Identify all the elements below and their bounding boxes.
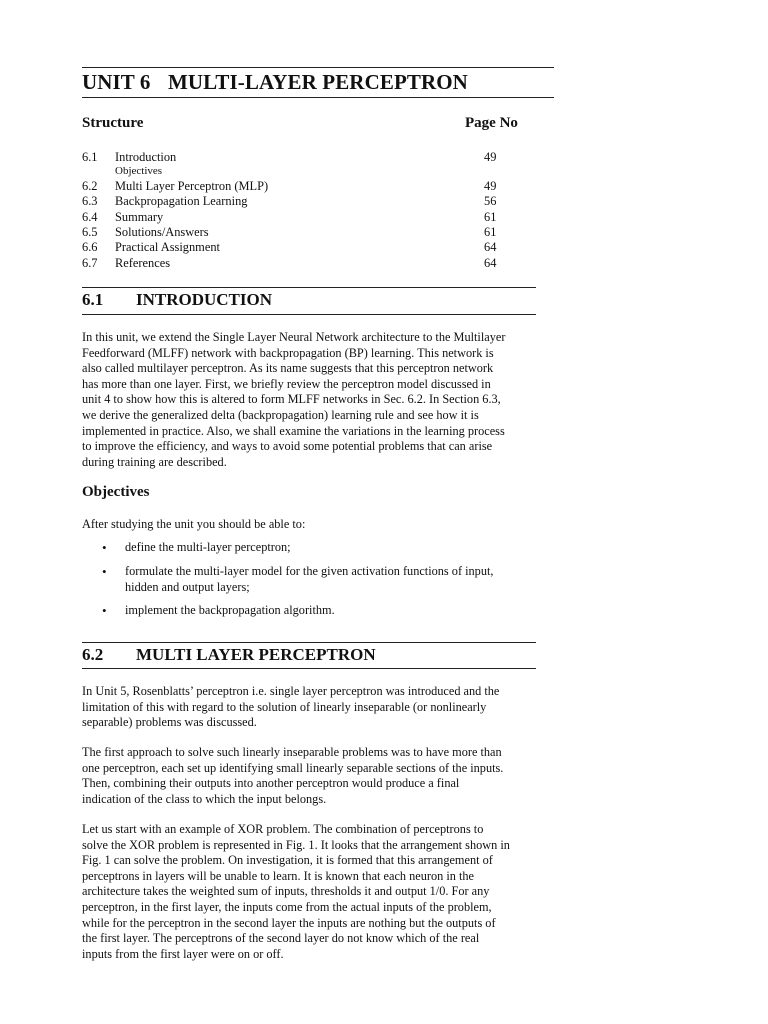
toc-title: Multi Layer Perceptron (MLP)	[115, 178, 269, 193]
title-underline	[82, 97, 554, 98]
table-of-contents	[82, 150, 522, 271]
text-line: The first approach to solve such linearly inseparable problems was to have more than	[82, 745, 502, 759]
section-underline	[82, 668, 536, 669]
toc-page: 64	[484, 240, 497, 255]
toc-row[interactable]	[82, 179, 522, 194]
toc-title: Practical Assignment	[115, 240, 220, 255]
text-line: the first layer. The perceptrons of the second layer do not know which of the real	[82, 931, 480, 946]
text-line: Feedforward (MLFF) network with backpropagation (BP) learning. This network is	[82, 345, 494, 360]
text-line: define the multi-layer perceptron;	[125, 540, 291, 554]
mlp-paragraph-2	[82, 745, 542, 807]
unit-number: UNIT 6	[82, 70, 151, 94]
toc-number: 6.1	[82, 150, 98, 164]
toc-page: 61	[484, 209, 497, 224]
section-title: INTRODUCTION	[136, 290, 273, 309]
text-line: during training are described.	[82, 454, 227, 469]
toc-row[interactable]	[82, 210, 522, 225]
toc-number: 6.5	[82, 225, 98, 240]
text-line: solve the XOR problem is represented in Fig. 1. It looks that the arrangement shown in	[82, 837, 510, 852]
structure-heading: Structure	[82, 115, 144, 131]
toc-page: 56	[484, 194, 497, 209]
bullet-icon: •	[102, 603, 107, 618]
text-line: unit 4 to show how this is altered to form MLFF networks in Sec. 6.2. In Section 6.3,	[82, 392, 501, 407]
text-line: perceptron, in the first layer, the inputs come from the actual inputs of the problem,	[82, 899, 492, 914]
text-line: implement the backpropagation algorithm.	[125, 603, 335, 617]
toc-row[interactable]	[82, 194, 522, 209]
text-line: Then, combining their outputs into another perceptron would produce a final	[82, 776, 460, 791]
toc-title: Objectives	[115, 165, 163, 178]
text-line: to improve the efficiency, and ways to avoid some potential problems that can arise	[82, 439, 493, 454]
toc-row[interactable]	[82, 240, 522, 255]
toc-number: 6.2	[82, 178, 98, 193]
section-rule	[82, 287, 536, 288]
text-line: limitation of this with regard to the solution of linearly inseparable (or nonlinearly	[82, 699, 487, 714]
section-title: MULTI LAYER PERCEPTRON	[136, 645, 376, 664]
toc-title: Summary	[115, 209, 164, 224]
mlp-paragraph-3	[82, 822, 542, 962]
toc-subrow[interactable]	[82, 165, 522, 179]
toc-number: 6.3	[82, 194, 98, 209]
text-line: inputs from the first layer were on or off.	[82, 946, 284, 961]
toc-title: References	[115, 255, 171, 270]
text-line: formulate the multi-layer model for the given activation functions of input,	[125, 564, 494, 578]
unit-name: MULTI-LAYER PERCEPTRON	[168, 70, 468, 94]
toc-title: Solutions/Answers	[115, 225, 209, 240]
toc-row[interactable]	[82, 225, 522, 240]
unit-title	[82, 70, 468, 95]
section-heading-mlp	[82, 645, 376, 665]
text-line: separable) problems was discussed.	[82, 715, 257, 730]
section-rule	[82, 642, 536, 643]
text-line: architecture takes the weighted sum of inputs, thresholds it and output 1/0. For any	[82, 884, 490, 899]
text-line: Fig. 1 can solve the problem. On investigation, it is formed that this arrangement of	[82, 853, 493, 868]
toc-row[interactable]	[82, 150, 522, 165]
text-line: perceptrons in layers will be unable to learn. It is known that each neuron in the	[82, 868, 475, 883]
text-line: has more than one layer. First, we briefly review the perceptron model discussed in	[82, 376, 491, 391]
bullet-icon: •	[102, 540, 107, 555]
text-line: hidden and output layers;	[125, 579, 250, 594]
toc-page: 61	[484, 225, 497, 240]
toc-title: Introduction	[115, 150, 177, 164]
toc-page: 49	[484, 178, 497, 193]
toc-number: 6.4	[82, 209, 98, 224]
mlp-paragraph-1	[82, 684, 542, 731]
top-rule	[82, 67, 554, 68]
section-number: 6.1	[82, 290, 104, 309]
section-number: 6.2	[82, 645, 104, 664]
intro-paragraph	[82, 330, 542, 470]
text-line: In Unit 5, Rosenblatts’ perceptron i.e. single layer perceptron was introduced and the	[82, 684, 500, 698]
text-line: In this unit, we extend the Single Layer Neural Network architecture to the Multilayer	[82, 330, 506, 344]
section-underline	[82, 314, 536, 315]
page-no-heading: Page No	[465, 115, 518, 131]
toc-page: 64	[484, 255, 497, 270]
toc-page: 49	[484, 150, 497, 164]
toc-title: Backpropagation Learning	[115, 194, 248, 209]
text-line: while for the perceptron in the second layer the inputs are nothing but the outputs of	[82, 915, 496, 930]
toc-number: 6.6	[82, 240, 98, 255]
text-line: also called multilayer perceptron. As its name suggests that this perceptron network	[82, 361, 494, 376]
text-line: we derive the generalized delta (backpropagation) learning rule and see how it is	[82, 407, 479, 422]
objectives-intro: After studying the unit you should be able to:	[82, 517, 306, 531]
text-line: implemented in practice. Also, we shall examine the variations in the learning process	[82, 423, 505, 438]
section-heading-intro	[82, 290, 272, 310]
toc-number: 6.7	[82, 255, 98, 270]
text-line: one perceptron, each set up identifying small linearly separable sections of the inputs.	[82, 760, 504, 775]
objectives-heading: Objectives	[82, 484, 150, 500]
text-line: indication of the class to which the input belongs.	[82, 791, 327, 806]
toc-row[interactable]	[82, 256, 522, 271]
bullet-icon: •	[102, 564, 107, 579]
text-line: Let us start with an example of XOR problem. The combination of perceptrons to	[82, 822, 484, 836]
